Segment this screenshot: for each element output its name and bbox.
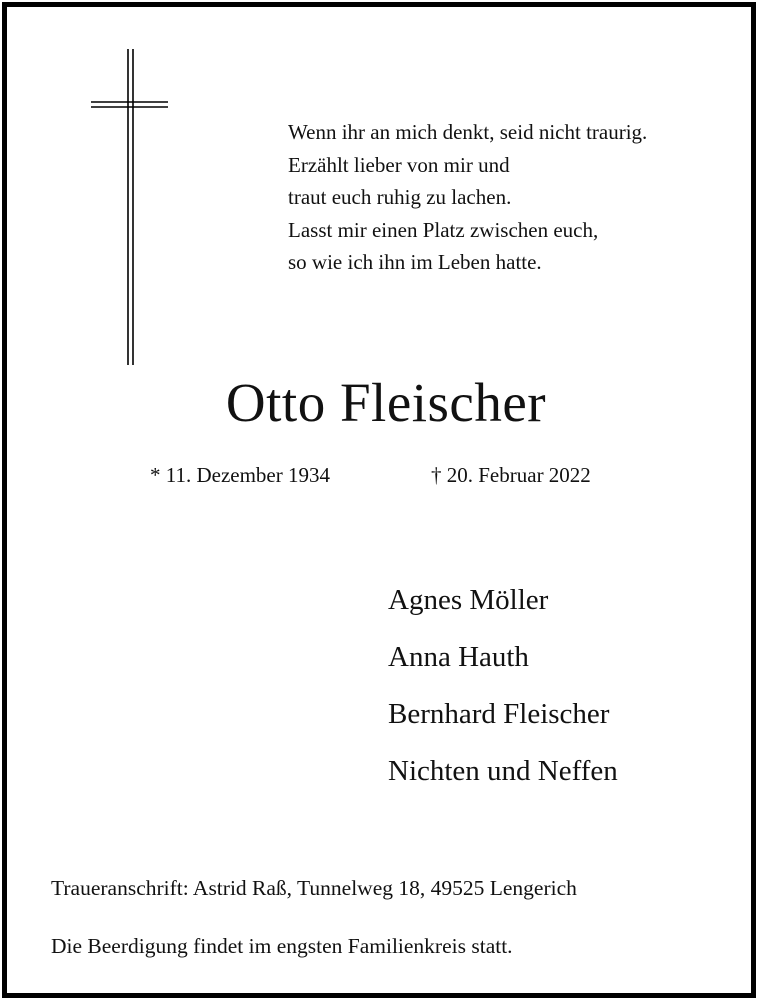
death-date: † 20. Februar 2022: [431, 463, 591, 487]
birth-date: * 11. Dezember 1934: [150, 463, 330, 487]
poem-line: Wenn ihr an mich denkt, seid nicht traurig.: [288, 120, 648, 144]
poem: [288, 116, 647, 279]
deceased-name: Otto Fleischer: [225, 372, 547, 433]
mourner-name: Bernhard Fleischer: [388, 698, 610, 730]
poem-line: Lasst mir einen Platz zwischen euch,: [288, 217, 599, 242]
mourner-name: Anna Hauth: [388, 641, 529, 673]
mourner-name: Nichten und Neffen: [388, 755, 618, 787]
obituary-frame: [2, 2, 756, 998]
poem-line: traut euch ruhig zu lachen.: [288, 185, 512, 209]
cross-icon: [91, 49, 171, 365]
poem-line: so wie ich ihn im Leben hatte.: [288, 250, 542, 274]
mourner-name: Agnes Möller: [388, 584, 549, 616]
burial-note: Die Beerdigung findet im engsten Familienkreis statt.: [51, 934, 513, 958]
mourning-address: Traueranschrift: Astrid Raß, Tunnelweg 18, 49525 Lengerich: [51, 876, 577, 900]
poem-line: Erzählt lieber von mir und: [288, 152, 510, 177]
mourners-list: [388, 580, 618, 808]
